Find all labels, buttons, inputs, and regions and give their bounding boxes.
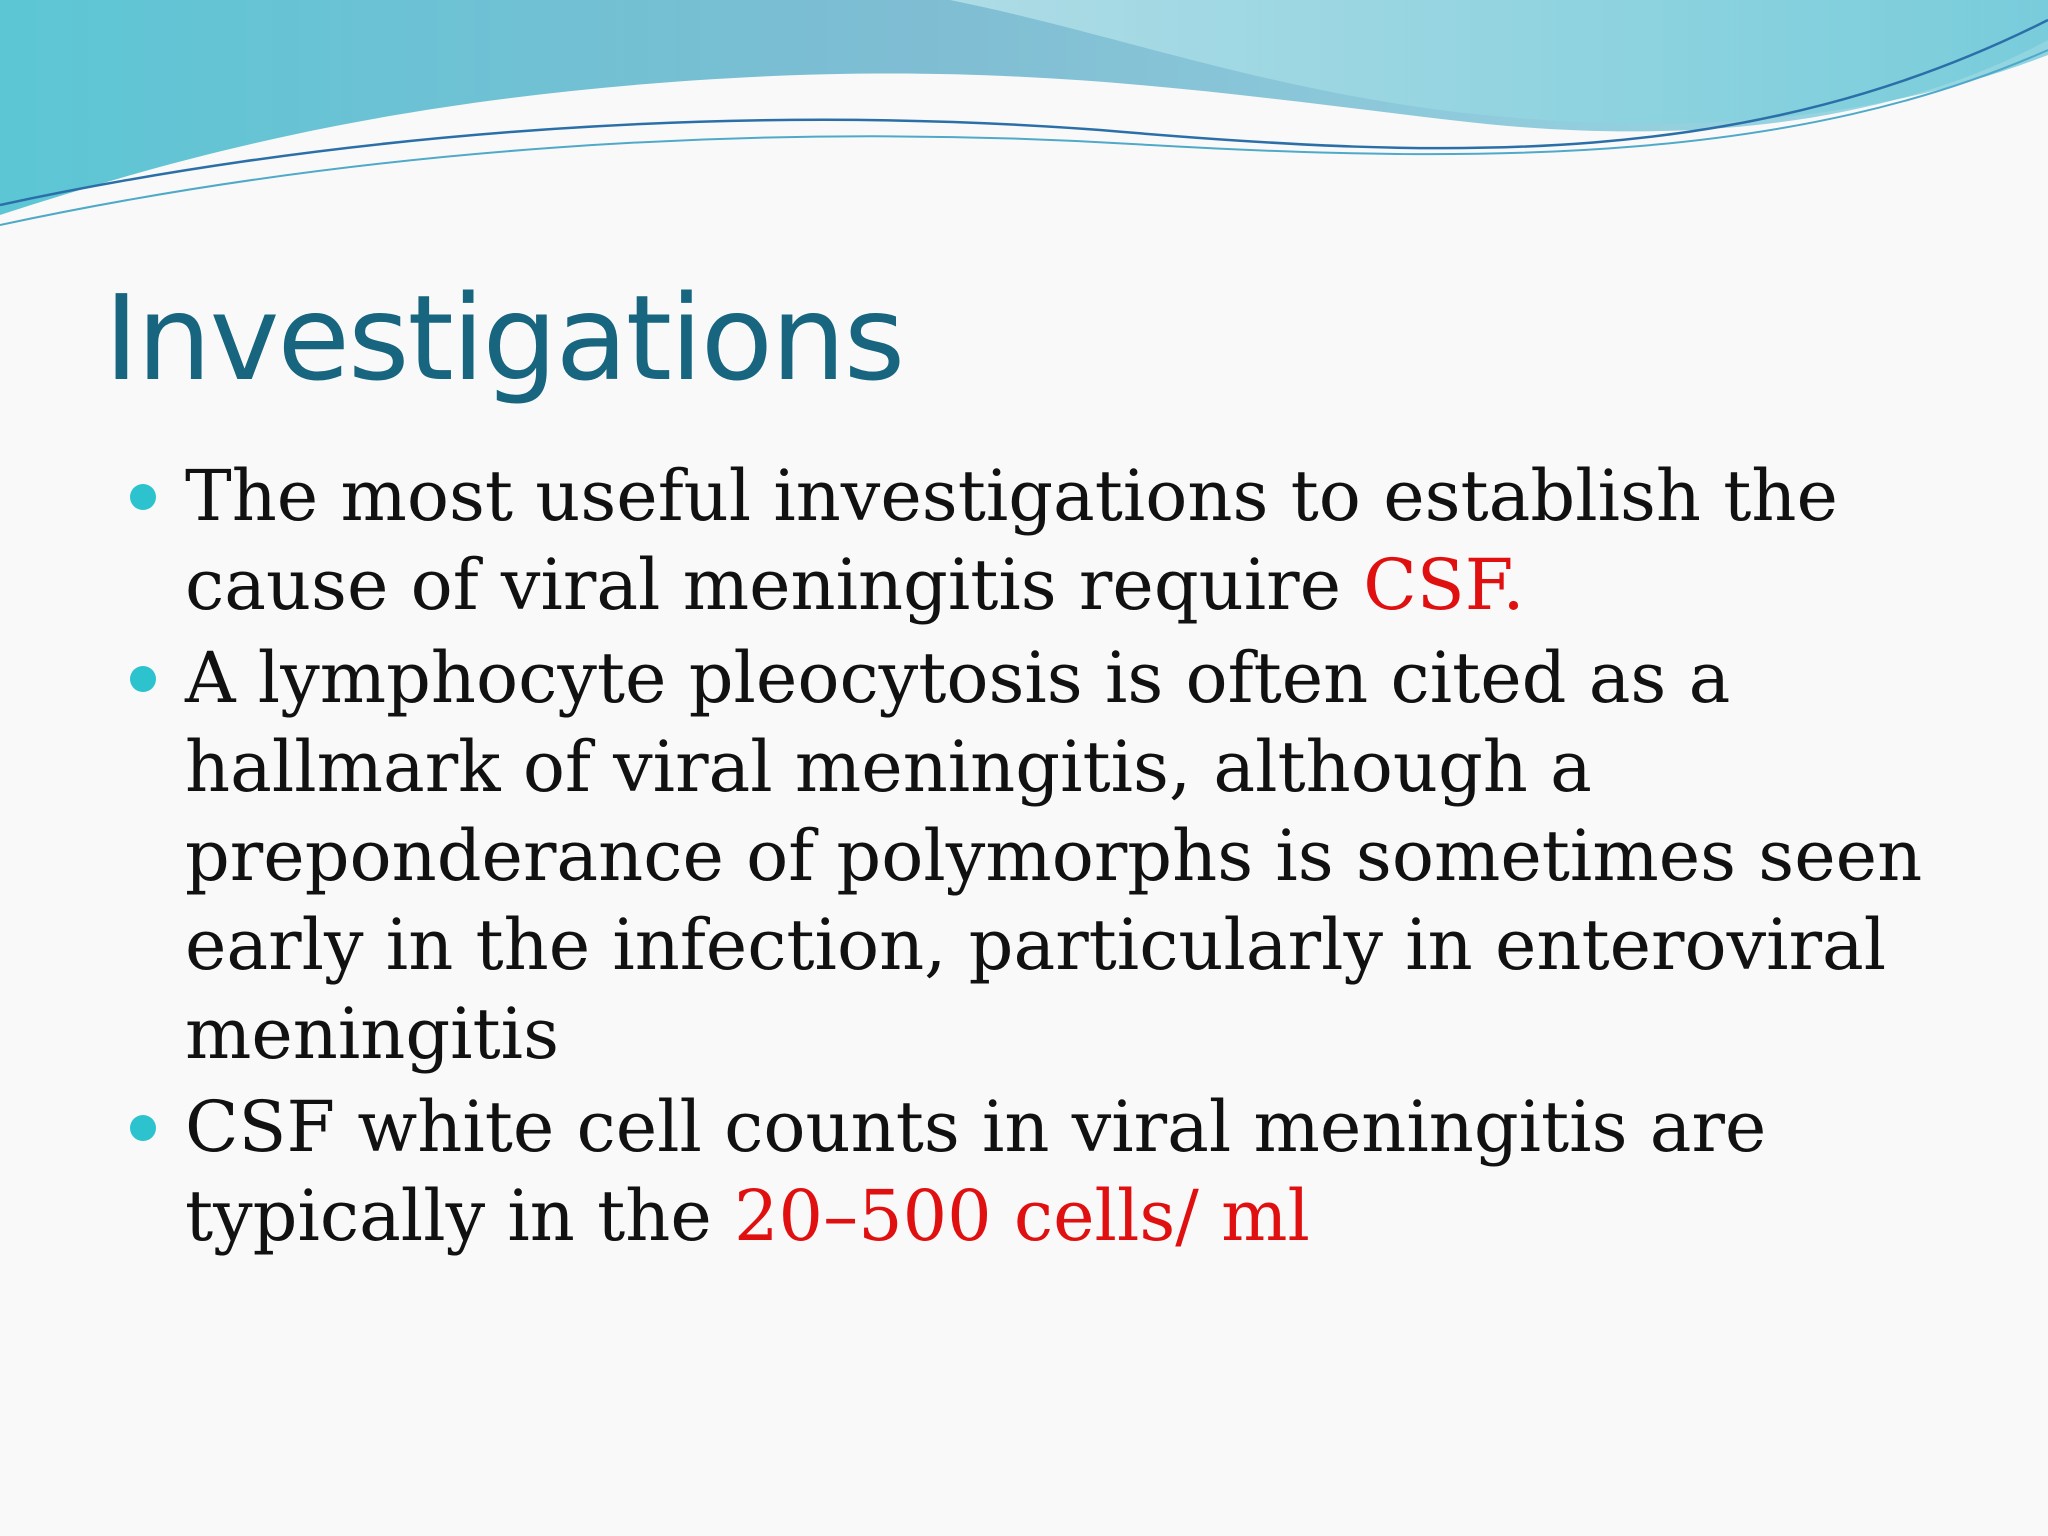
slide-title: Investigations <box>104 269 904 407</box>
bullet-item <box>0 1083 2048 1261</box>
bullet-dot-icon <box>130 484 156 510</box>
bullet-item <box>0 452 2048 630</box>
bullet-item <box>0 634 2048 1079</box>
bullet-dot-icon <box>130 666 156 692</box>
bullet-list <box>0 452 2048 1265</box>
bullet-text: CSF white cell counts in viral meningitis are typically in the <box>185 1086 1767 1257</box>
bullet-text: The most useful investigations to establish the cause of viral meningitis require <box>185 455 1838 626</box>
bullet-highlight: CSF. <box>1363 544 1525 626</box>
bullet-highlight: 20–500 cells/ ml <box>734 1175 1310 1257</box>
bullet-dot-icon <box>130 1115 156 1141</box>
bullet-text: A lymphocyte pleocytosis is often cited as a hallmark of viral meningitis, although a preponderance of polymorphs is sometimes seen early in the infection, particularly in enteroviral meningitis <box>185 637 1923 1075</box>
header-wave-decoration <box>0 0 2048 240</box>
